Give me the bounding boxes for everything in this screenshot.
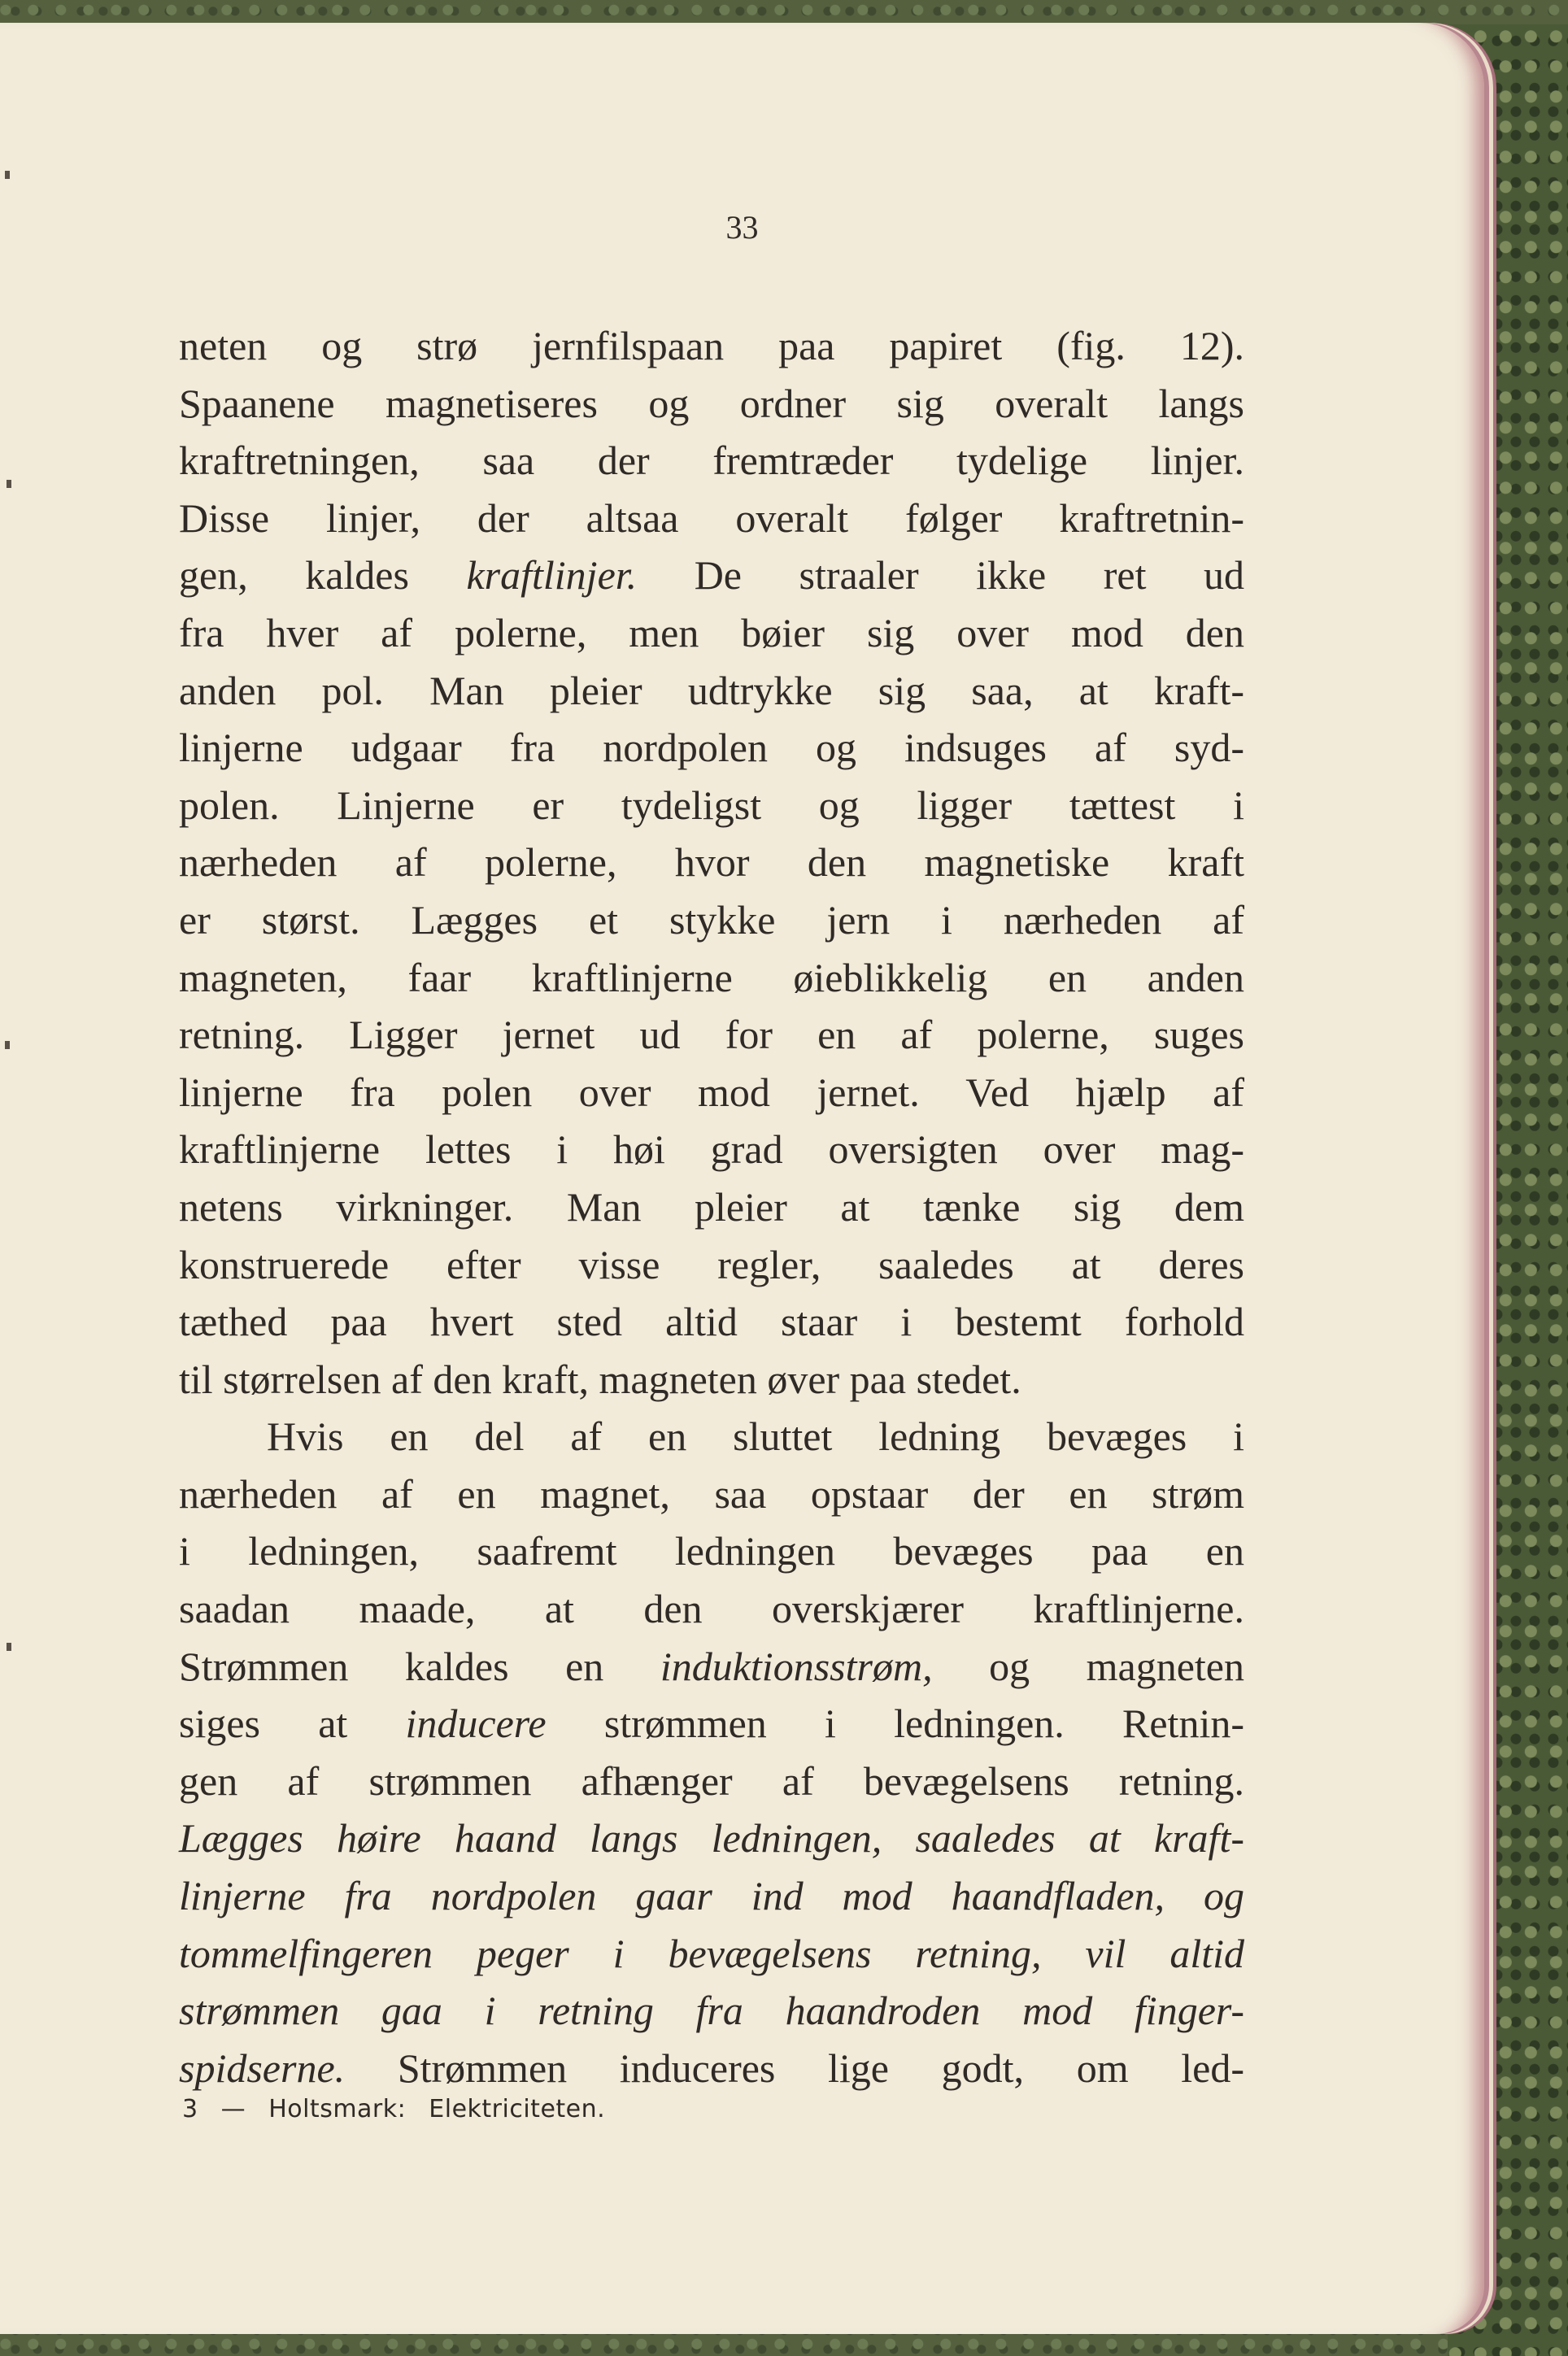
text-segment: De straaler ikke ret ud [637, 552, 1244, 599]
footer-signature [182, 2095, 620, 2123]
text-line: Lægges høire haand langs ledningen, saaledes at kraft- [179, 1815, 1244, 1862]
text-line: neten og strø jernfilspaan paa papiret (fig. 12). [179, 323, 1244, 368]
footer-author: Holtsmark: [268, 2095, 407, 2123]
text-line [179, 1638, 1244, 1696]
text-line: linjerne fra polen over mod jernet. Ved hjælp af [179, 1069, 1244, 1115]
text-line: Hvis en del af en sluttet ledning bevæges i [267, 1413, 1244, 1460]
text-line: kraftlinjerne lettes i høi grad oversigten over mag- [179, 1126, 1244, 1173]
text-line: netens virkninger. Man pleier at tænke sig dem [179, 1183, 1244, 1230]
text-line: kraftretningen, saa der fremtræder tydelige linjer. [179, 438, 1244, 484]
text-segment: strømmen i ledningen. Retnin- [546, 1701, 1244, 1747]
text-line: polen. Linjerne er tydeligst og ligger tættest i [179, 782, 1244, 828]
text-line: konstruerede efter visse regler, saaledes at deres [179, 1241, 1244, 1287]
text-line: linjerne fra nordpolen gaar ind mod haandfladen, og [179, 1873, 1244, 1919]
text-line: i ledningen, saafremt ledningen bevæges paa en [179, 1528, 1244, 1574]
text-line: nærheden af polerne, hvor den magnetiske kraft [179, 839, 1244, 886]
text-segment: siges at [179, 1701, 406, 1747]
text-segment: Strømmen kaldes en [179, 1643, 660, 1689]
text-segment: gen, kaldes [179, 552, 467, 599]
text-line: anden pol. Man pleier udtrykke sig saa, at kraft- [179, 667, 1244, 713]
text-line [179, 2040, 1244, 2097]
text-line: retning. Ligger jernet ud for en af polerne, suges [179, 1012, 1244, 1058]
text-line [179, 547, 1244, 604]
text-segment: Strømmen induceres lige godt, om led- [345, 2045, 1244, 2091]
text-line: tæthed paa hvert sted altid staar i bestemt forhold [179, 1299, 1244, 1345]
margin-mark [5, 1041, 10, 1049]
emphasized-term: kraftlinjer. [466, 552, 638, 599]
text-line: strømmen gaa i retning fra haandroden mod finger- [179, 1988, 1244, 2034]
page-number: 33 [725, 209, 759, 246]
emphasized-term: inducere [405, 1701, 547, 1747]
footer-title: Elektriciteten. [429, 2095, 606, 2123]
text-line: gen af strømmen afhænger af bevægelsens retning. [179, 1757, 1244, 1804]
margin-mark [7, 1643, 11, 1651]
margin-mark [5, 171, 10, 179]
text-line: linjerne udgaar fra nordpolen og indsuges af syd- [179, 725, 1244, 771]
emphasized-term: spidserne. [179, 2045, 346, 2091]
text-line [179, 1695, 1244, 1753]
text-line: er størst. Lægges et stykke jern i nærheden af [179, 896, 1244, 943]
text-line: Disse linjer, der altsaa overalt følger kraftretnin- [179, 494, 1244, 541]
text-line: Spaanene magnetiseres og ordner sig overalt langs [179, 380, 1244, 426]
text-line: til størrelsen af den kraft, magneten øver paa stedet. [179, 1356, 1021, 1402]
footer-dash: — [220, 2095, 246, 2123]
text-line: magneten, faar kraftlinjerne øieblikkelig en anden [179, 954, 1244, 1000]
text-line: tommelfingeren peger i bevægelsens retning, vil altid [179, 1930, 1244, 1976]
text-line: fra hver af polerne, men bøier sig over mod den [179, 609, 1244, 655]
text-segment: og magneten [932, 1643, 1244, 1689]
book-page [0, 23, 1484, 2334]
emphasized-term: induktionsstrøm, [660, 1643, 933, 1689]
footer-sheet-number: 3 [182, 2095, 198, 2123]
text-line: nærheden af en magnet, saa opstaar der en strøm [179, 1470, 1244, 1517]
margin-mark [7, 480, 11, 488]
body-text [179, 317, 1244, 2097]
text-line: saadan maade, at den overskjærer kraftlinjerne. [179, 1586, 1244, 1632]
